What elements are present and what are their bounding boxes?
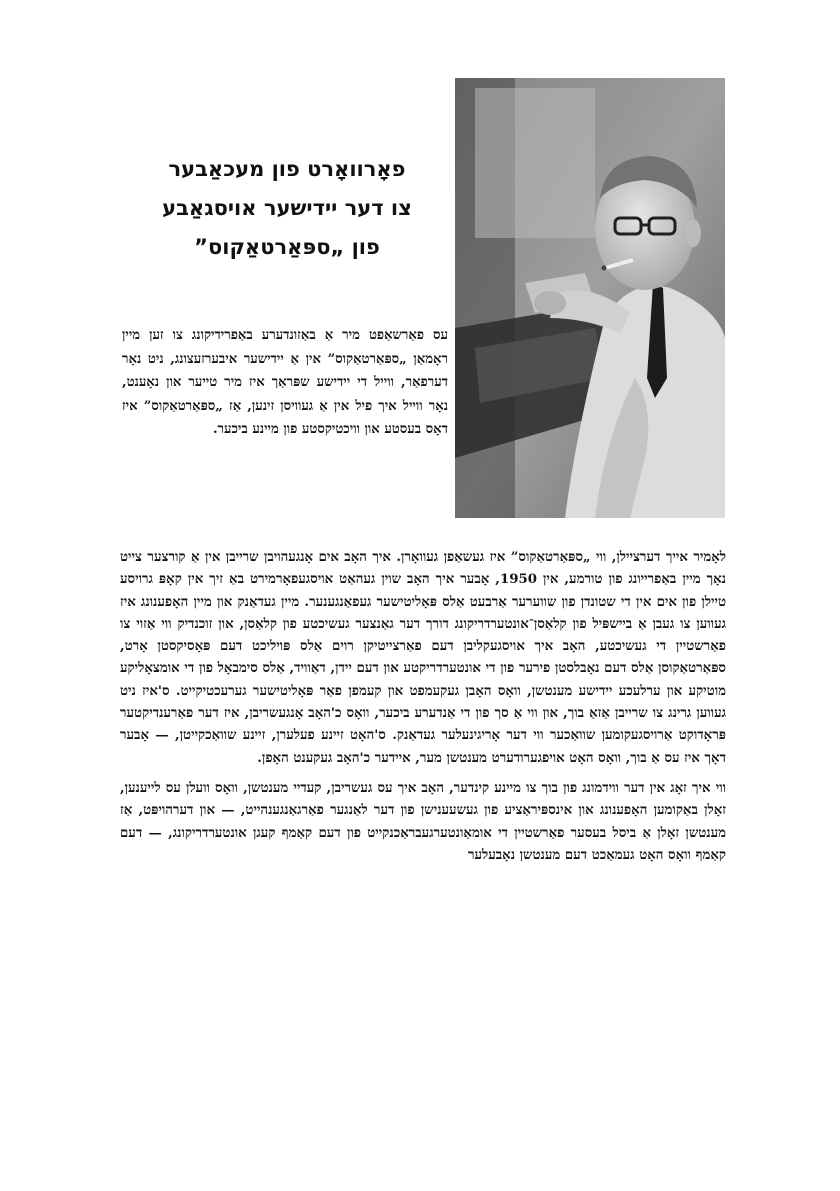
main-text: [120, 547, 726, 867]
intro-paragraph: עס פאַרשאַפט מיר אַ באַזונדערע באַפרידיקונג צו זען מיין ראָמאַן „ספּאַרטאַקוס” אין אַ יידישער איבערזעצונג, ניט נאָר דערפאַר, ווייל די יידישע שפּראַך איז מיר טייער און נאָענט, נאָר ווייל איך פיל אין אַ געוויסן זינען, אַז „ספּאַרטאַקוס” איז דאָס בעסטע און וויכטיקסטע פון מיינע ביכער.: [122, 328, 448, 438]
foreword-title: [128, 150, 446, 267]
author-portrait-photo: [455, 78, 725, 518]
title-line-1: פאָרוואָרט פון מעכאַבער: [168, 157, 406, 181]
body-paragraph: ווי איך זאָג אין דער ווידמונג פון בוך צו מיינע קינדער, האָב איך עס געשריבן, קעדיי מענטשן, וואָס וועלן עס לייענען, זאָלן באַקומען האָפענונג און אינספּיראַציע פון געשעענישן פון דער לאַנגער פאַרגאַנגענהייט, — און דערהויפּט, אַז מענטשן זאָלן אַ ביסל בעסער פאַרשטיין די אומאַונטערגעבראַכנקייט פון דעם קאַמף קעגן אונטערדריקונג, — דעם קאַמף וואָס האָט געמאַכט דעם מענטשן נאָבעלער: [120, 780, 726, 863]
body-paragraph: לאָמיר אייך דערציילן, ווי „ספּאַרטאַקוס” איז געשאַפן געוואָרן. איך האָב אים אָנגעהויבן שרייבן אין אַ קורצער צייט נאָך מיין באַפרייונג פון טורמע, אין 1950, אָבער איך האָב שוין געהאַט אויסגעפאָרמירט באַ זיך אין קאָפּ גרויסע טיילן פון אים אין די שטונדן פון שווערער אַרבעט אַלס פּאָליטישער געפאַנגענער. מיין געדאַנק און מיין האָפענונג איז געווען צו געבן אַ ביישפּיל פון קלאַסן־אונטערדריקונג דורך דער גאַנצער געשיכטע פון קלאַסן, און זוכנדיק ווי אַזוי צו פאַרשטיין די געשיכטע, האָב איך אויסגעקליבן דעם פאַרצייטיקן רוים אַלס פּויליכט דעם פּאָסיקסטן אָרט, ספּאַרטאַקוסן אַלס דעם נאָבלסטן פירער פון די אונטערדריקטע און דעם יידן, דאַוויד, אַלס סימבאָל פון די אומצאָליקע מוטיקע און ערלעכע יידישע מענטשן, וואָס האָבן געקעמפט און קעמפן פאַר פּאָליטישער גערעכטיקייט. ס'איז ניט געווען גרינג צו שרייבן אַזאַ בוך, און ווי אַ סך פון די אַנדערע ביכער, וואָס כ'האָב אָנגעשריבן, איז דער פאַרענדיקטער פּראָדוקט אַרויסגעקומען שוואַכער ווי דער אָריגינעלער געדאַנק. ס'האָט זיינע פעלערן, זיינע שוואַכקייטן, — אָבער דאָך איז עס אַ בוך, וואָס האָט אויפגערודערט מענטשן מער, איידער כ'האָב געקענט האָפן.: [120, 550, 726, 766]
title-line-2: צו דער יידישער אויסגאַבע: [162, 196, 412, 220]
title-line-3: פון „ספּאַרטאַקוס”: [194, 235, 380, 259]
portrait-photo-icon: [455, 78, 725, 518]
